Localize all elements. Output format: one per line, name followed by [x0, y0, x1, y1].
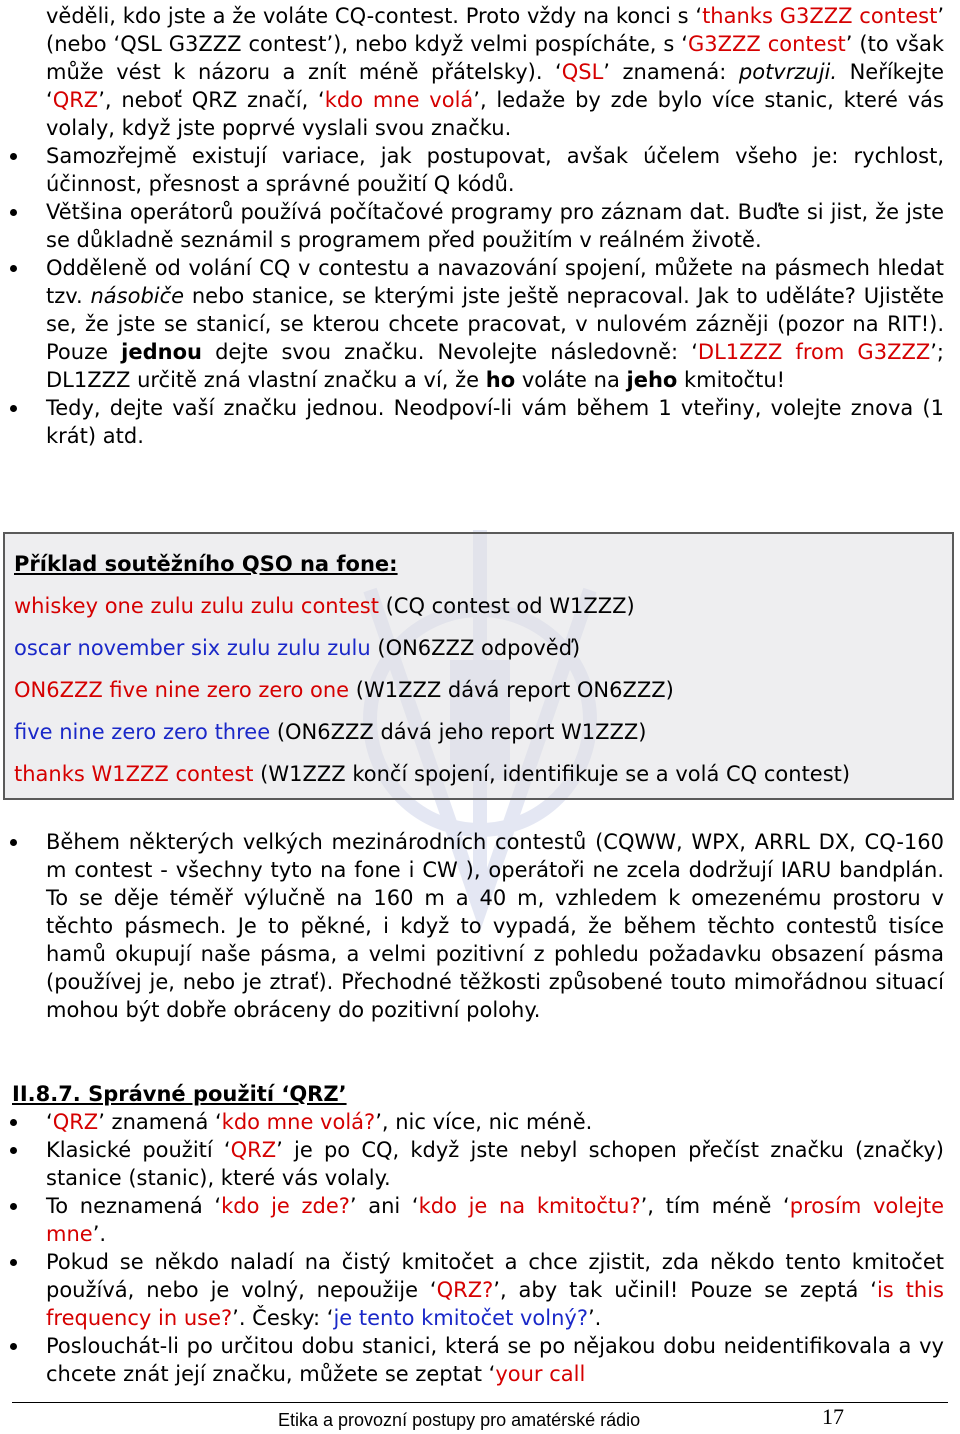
text-run: Poslouchát-li po určitou dobu stanici, která se po nějakou dobu neidentifikovala a vy chcete znát její značku, můžete se zeptat ‘	[46, 1334, 944, 1386]
text-run: Klasické použití ‘	[46, 1138, 231, 1162]
text-run: ’ znamená:	[603, 60, 739, 84]
text-run: QSL	[561, 60, 604, 84]
example-title: Příklad soutěžního QSO na fone:	[14, 552, 398, 576]
text-run: násobiče	[90, 284, 185, 308]
page-number: 17	[822, 1404, 844, 1429]
text-run: kmitočtu!	[677, 368, 786, 392]
text-run: (CQ contest od W1ZZZ)	[378, 594, 635, 618]
text-run: je tento kmitočet volný?	[333, 1306, 588, 1330]
text-run: DL1ZZZ from G3ZZZ	[697, 340, 931, 364]
text-run: (W1ZZZ končí spojení, identifikuje se a volá CQ contest)	[253, 762, 851, 786]
text-run: (ON6ZZZ odpověď)	[370, 636, 581, 660]
text-run: (ON6ZZZ dává jeho report W1ZZZ)	[270, 720, 647, 744]
bullet-icon	[10, 1259, 17, 1266]
text-run: (W1ZZZ dává report ON6ZZZ)	[349, 678, 674, 702]
text-run: dejte svou značku. Nevolejte následovně: ‘	[201, 340, 698, 364]
bullet-icon	[10, 1147, 17, 1154]
example-line	[14, 676, 674, 704]
text-run: ’ ani ‘	[349, 1194, 419, 1218]
text-run: kdo je na kmitočtu?	[418, 1194, 641, 1218]
top-section	[0, 2, 960, 450]
text-run: potvrzuji.	[738, 60, 838, 84]
text-run: ON6ZZZ five nine zero zero one	[14, 678, 350, 702]
list-item	[0, 1108, 960, 1136]
text-run: QRZ	[230, 1138, 277, 1162]
text-run: ’, aby tak učinil! Pouze se zeptá ‘	[493, 1278, 877, 1302]
list-item	[0, 828, 960, 1024]
text-run: ’.	[92, 1222, 107, 1246]
text-run: thanks G3ZZZ contest	[702, 4, 938, 28]
text-run: QRZ	[52, 88, 99, 112]
bullet-list-qrz	[0, 1108, 960, 1388]
text-run: ’ (to však může vést k názoru a znít méně přátelsky). ‘	[46, 32, 945, 84]
text-run: ’; DL1ZZZ určitě zná vlastní značku a ví, že	[46, 340, 944, 392]
list-item	[0, 142, 960, 198]
bullet-list-middle	[0, 828, 960, 1024]
list-item	[0, 1136, 960, 1192]
example-line	[14, 592, 635, 620]
text-run: Samozřejmě existují variace, jak postupovat, avšak účelem všeho je: rychlost, účinnost, přesnost a správné použití Q kódů.	[46, 144, 944, 196]
example-line	[14, 634, 580, 662]
text-run: ’, neboť QRZ značí, ‘	[98, 88, 325, 112]
text-run: kdo mne volá	[324, 88, 474, 112]
bullet-icon	[10, 1203, 17, 1210]
bullet-icon	[10, 265, 17, 272]
text-run: five nine zero zero three	[14, 720, 271, 744]
text-run: kdo je zde?	[221, 1194, 350, 1218]
text-run: ’, ledaže by zde bylo více stanic, které vás volaly, když jste poprvé vyslali svou značku.	[46, 88, 944, 140]
text-run: your call	[495, 1362, 586, 1386]
example-line	[14, 718, 647, 746]
bullet-list-top	[0, 142, 960, 450]
text-run: věděli, kdo jste a že voláte CQ-contest. Proto vždy na konci s ‘	[46, 4, 703, 28]
footer-title: Etika a provozní postupy pro amatérské rádio	[278, 1410, 641, 1430]
text-run: ’, tím méně ‘	[640, 1194, 790, 1218]
list-item	[0, 1192, 960, 1248]
text-run: QRZ	[52, 1110, 99, 1134]
text-run: jednou	[121, 340, 202, 364]
text-run: prosím volejte mne	[46, 1194, 944, 1246]
list-item	[0, 198, 960, 254]
text-run: thanks W1ZZZ contest	[14, 762, 254, 786]
text-run: Během některých velkých mezinárodních contestů (CQWW, WPX, ARRL DX, CQ-160 m contest - všechny tyto na fone i CW ), operátoři ne zcela dodržují IARU bandplán. To se děje téměř výlučně na 160 m a 40 m, vzhledem k omezenému prostoru v těchto pásmech. Je to pěkné, i když to vypadá, že během těchto contestů tisíce hamů okupují naše pásma, a velmi pozitivní z pohledu požadavku obsazení pásma (používej je, nebo je ztrať). Přechodné těžkosti způsobené touto mimořádnou situací mohou být dobře obráceny do pozitivní polohy.	[46, 830, 944, 1022]
text-run: ’ (nebo ‘QSL G3ZZZ contest’), nebo když velmi pospícháte, s ‘	[46, 4, 944, 56]
bullet-icon	[10, 1119, 17, 1126]
text-run: Odděleně od volání CQ v contestu a navazování spojení, můžete na pásmech hledat tzv.	[46, 256, 944, 308]
text-run: To neznamená ‘	[46, 1194, 222, 1218]
text-run: Neříkejte ‘	[46, 60, 945, 112]
bullet-icon	[10, 209, 17, 216]
text-run: kdo mne volá?	[221, 1110, 376, 1134]
text-run: nebo stanice, se kterými jste ještě nepracoval. Jak to uděláte? Ujistěte se, že jste se stanicí, se kterou chcete pracovat, v nulovém zázněji (pozor na RIT!). Pouze	[46, 284, 945, 364]
list-item	[0, 394, 960, 450]
section-heading: II.8.7. Správné použití ‘QRZ’	[12, 1082, 347, 1106]
bullet-icon	[10, 153, 17, 160]
text-run: voláte na	[515, 368, 627, 392]
bullet-icon	[10, 1343, 17, 1350]
middle-section	[0, 828, 960, 1024]
text-run: jeho	[626, 368, 678, 392]
text-run: ’, nic více, nic méně.	[375, 1110, 593, 1134]
example-qso-box	[3, 532, 954, 800]
qrz-section	[0, 1108, 960, 1388]
text-run: Pokud se někdo naladí na čistý kmitočet a chce zjistit, zda někdo tento kmitočet používá, nebo je volný, nepoužije ‘	[46, 1250, 944, 1302]
example-line	[14, 760, 850, 788]
text-run: ho	[485, 368, 516, 392]
text-run: G3ZZZ contest	[687, 32, 846, 56]
text-run: oscar november six zulu zulu zulu	[14, 636, 371, 660]
text-run: ’ znamená ‘	[98, 1110, 222, 1134]
list-item	[0, 1332, 960, 1388]
list-item	[0, 1248, 960, 1332]
footer-divider	[12, 1402, 948, 1403]
list-item	[0, 254, 960, 394]
text-run: is this frequency in use?	[46, 1278, 944, 1330]
bullet-icon	[10, 405, 17, 412]
text-run: ’ je po CQ, když jste nebyl schopen přečíst značku (značky) stanice (stanic), které vás volaly.	[46, 1138, 944, 1190]
paragraph-continuation	[0, 2, 960, 142]
text-run: ’. Česky: ‘	[232, 1306, 334, 1330]
text-run: Tedy, dejte vaší značku jednou. Neodpoví-li vám během 1 vteřiny, volejte znova (1 krát) atd.	[46, 396, 944, 448]
text-run: QRZ?	[436, 1278, 494, 1302]
text-run: whiskey one zulu zulu zulu contest	[14, 594, 379, 618]
text-run: ‘	[46, 1110, 53, 1134]
text-run: Většina operátorů používá počítačové programy pro záznam dat. Buďte si jist, že jste se důkladně seznámil s programem před použitím v reálném životě.	[46, 200, 944, 252]
text-run: ’.	[588, 1306, 602, 1330]
bullet-icon	[10, 839, 17, 846]
